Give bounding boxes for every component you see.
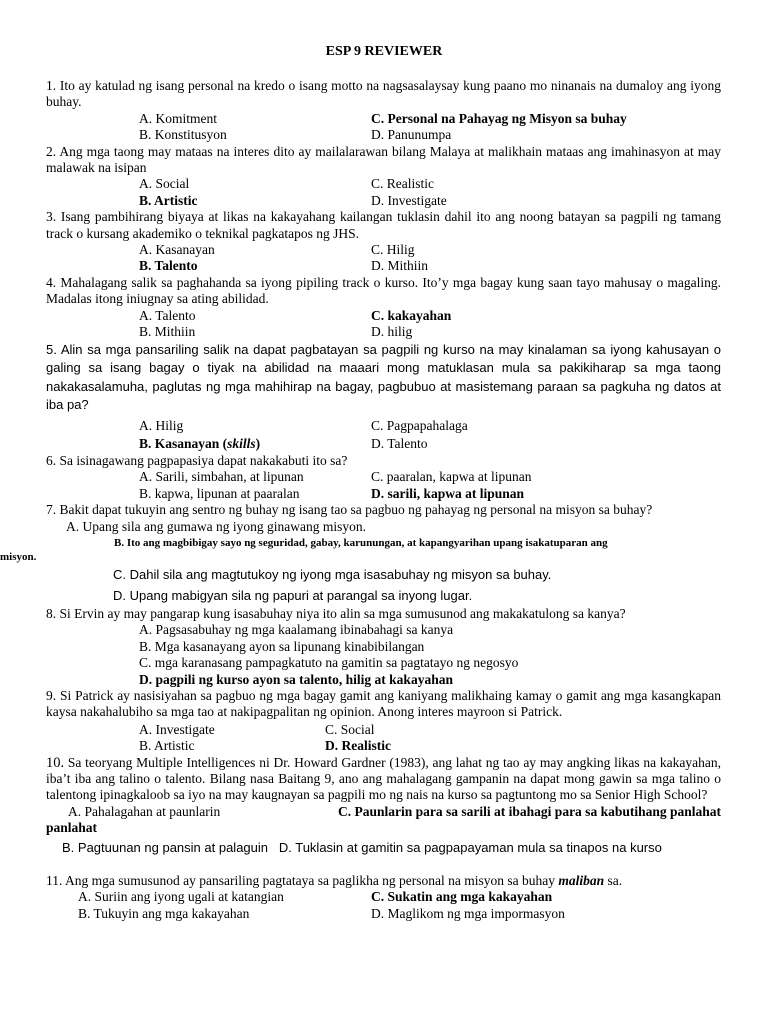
question-10 xyxy=(46,755,721,856)
question-text: 6. Sa isinagawang pagpapasiya dapat nakakabuti ito sa? xyxy=(46,452,348,468)
choices xyxy=(139,111,721,144)
question-text: 2. Ang mga taong may mataas na interes dito ay mailalarawan bilang Malaya at malikhain mataas ang imahinasyon at may malawak na isipan xyxy=(46,143,721,176)
choice-c: C. Realistic xyxy=(371,176,434,192)
choices xyxy=(139,417,721,453)
choice-c: C. kakayahan xyxy=(371,307,452,323)
choices xyxy=(139,308,721,341)
choice-b: B. kapwa, lipunan at paaralan xyxy=(139,485,300,501)
question-9 xyxy=(46,688,721,755)
choice-d: D. Investigate xyxy=(371,192,447,208)
question-11 xyxy=(46,873,721,922)
choice-b: B. Tukuyin ang mga kakayahan xyxy=(78,905,250,921)
choice-c: C. Pagpapahalaga xyxy=(371,417,468,433)
question-text: 3. Isang pambihirang biyaya at likas na kakayahang kailangan tuklasin dahil ito ang noong batayan sa pagpili ng tamang track o kursang akademiko o teknikal pagkatapos ng JHS. xyxy=(46,209,721,241)
question-end: sa. xyxy=(604,873,623,888)
page-title: ESP 9 REVIEWER xyxy=(325,44,443,59)
choices xyxy=(139,469,721,502)
choice-c: C. paaralan, kapwa at lipunan xyxy=(371,469,532,485)
choices xyxy=(139,622,721,688)
choice-b: B. Ito ang magbibigay sayo ng seguridad, gabay, karunungan, at kapangyarihan upang isakatuparan ang xyxy=(114,536,608,549)
choice-c: C. Sukatin ang mga kakayahan xyxy=(371,889,553,905)
question-5 xyxy=(46,341,721,453)
choices xyxy=(68,804,721,820)
question-number: 10. xyxy=(46,754,65,771)
choice-b: B. Pagtuunan ng pansin at palaguin xyxy=(62,839,269,855)
choice-b-continuation: misyon. xyxy=(0,550,37,563)
question-body: Sa teoryang Multiple Intelligences ni Dr. Howard Gardner (1983), ang lahat ng tao ay may angking likas na kakayahan, iba’t iba ang talino o talento. Bilang nasa Baitang 9, ano ang mahalagang gampanin na dapat mong gawin sa mga talino o talentong ipinagkaloob sa iyo na may kaugnayan sa pagpili mo ng nais na kurso sa pagtuntong mo sa Senior High School? xyxy=(46,754,721,803)
choice-d: D. Tuklasin at gamitin sa pagpapayaman mula sa tinapos na kurso xyxy=(278,839,662,855)
question-8 xyxy=(46,606,721,688)
choice-d: D. Realistic xyxy=(325,738,391,754)
reviewer-content xyxy=(0,78,721,922)
choice-b: B. Artistic xyxy=(139,192,198,208)
choice-a: A. Investigate xyxy=(139,721,215,737)
choices xyxy=(78,889,721,922)
choice-a: A. Kasanayan xyxy=(139,242,215,258)
choice-a: A. Pahalagahan at paunlarin xyxy=(68,803,221,819)
choice-d: D. Mithiin xyxy=(371,258,429,274)
question-text xyxy=(46,873,721,889)
choice-b-emphasis: skills xyxy=(227,435,256,451)
choice-a: A. Komitment xyxy=(139,110,217,126)
question-2 xyxy=(46,144,721,210)
choices xyxy=(139,722,721,755)
choice-a: A. Talento xyxy=(139,307,196,323)
choice-b: B. Talento xyxy=(139,258,198,274)
question-4 xyxy=(46,275,721,341)
question-1 xyxy=(46,78,721,144)
question-text: 8. Si Ervin ay may pangarap kung isasabuhay niya ito alin sa mga sumusunod ang makakatulong sa kanya? xyxy=(46,605,626,621)
question-3 xyxy=(46,209,721,275)
choice-d: D. Upang mabigyan sila ng papuri at parangal sa inyong lugar. xyxy=(113,587,473,603)
question-text: 9. Si Patrick ay nasisiyahan sa pagbuo ng mga bagay gamit ang kaniyang malikhaing kamay o gamit ang mga kasangkapan kaysa nakahalubiho sa mga tao at nakipagpalitan ng opinion. Anong interes mayroon si Patrick. xyxy=(46,687,721,720)
choice-b: B. Artistic xyxy=(139,738,195,754)
choice-a: A. Pagsasabuhay ng mga kaalamang ibinabahagi sa kanya xyxy=(139,622,454,638)
choice-c: C. Paunlarin para sa sarili at ibahagi para sa kabutihang panlahat xyxy=(338,803,721,819)
choice-b: B. Konstitusyon xyxy=(139,127,227,143)
choices-row-1 xyxy=(68,804,721,820)
choice-a: A. Social xyxy=(139,176,190,192)
choice-d: D. hilig xyxy=(371,324,413,340)
choice-b: B. Mga kasanayang ayon sa lipunang kinabibilangan xyxy=(139,638,425,654)
choice-a: A. Sarili, simbahan, at lipunan xyxy=(139,469,304,485)
choices xyxy=(139,176,721,209)
choice-c: C. Social xyxy=(325,721,375,737)
choice-b xyxy=(139,435,371,453)
question-text: 5. Alin sa mga pansariling salik na dapat pagbatayan sa pagpili ng kurso na may kinalaman sa iyong kahusayan o galing sa isang bagay o tiyak na abilidad na maaari mong matuklasan mula sa pakikiharap sa mga taong nakakasalamuha, paglutas ng mga mahihirap na bagay, pagbubuo at masistemang paraan sa pagkuha ng datos at iba pa? xyxy=(46,341,721,413)
question-text: 1. Ito ay katulad ng isang personal na kredo o isang motto na nagsasalaysay kung paano mo ninanais na dumaloy ang iyong buhay. xyxy=(46,78,721,110)
question-text: 7. Bakit dapat tukuyin ang sentro ng buhay ng isang tao sa pagbuo ng pahayag ng personal na misyon sa buhay? xyxy=(46,502,653,518)
choices xyxy=(139,242,721,275)
question-6 xyxy=(46,453,721,502)
choice-b: B. Mithiin xyxy=(139,324,196,340)
choice-c: C. Personal na Pahayag ng Misyon sa buhay xyxy=(371,110,627,126)
question-text xyxy=(46,755,721,804)
spacer xyxy=(46,856,721,873)
choices-row-2 xyxy=(62,840,721,856)
choice-d: D. pagpili ng kurso ayon sa talento, hilig at kakayahan xyxy=(139,671,453,687)
choice-c: C. Dahil sila ang magtutukoy ng iyong mga isasabuhay ng misyon sa buhay. xyxy=(113,566,552,582)
choice-d: D. sarili, kapwa at lipunan xyxy=(371,485,525,501)
choice-d: D. Talento xyxy=(371,435,428,451)
question-body: 11. Ang mga sumusunod ay pansariling pagtataya sa paglikha ng personal na misyon sa buhay xyxy=(46,873,559,888)
question-7 xyxy=(0,502,721,606)
choice-d: D. Maglikom ng mga impormasyon xyxy=(371,905,565,921)
choice-a: A. Upang sila ang gumawa ng iyong ginawang misyon. xyxy=(66,518,366,534)
choice-d: D. Panunumpa xyxy=(371,127,452,143)
question-emphasis: maliban xyxy=(558,873,605,888)
choice-b-label: B. Kasanayan ( xyxy=(139,435,228,451)
choice-b-close: ) xyxy=(255,435,261,451)
choice-c: C. Hilig xyxy=(371,242,415,258)
choice-c: C. mga karanasang pampagkatuto na gamitin sa pagtatayo ng negosyo xyxy=(139,655,519,671)
question-text: 4. Mahalagang salik sa paghahanda sa iyong pipiling track o kurso. Ito’y mga bagay kung saan tayo mahusay o magaling. Madalas itong iniugnay sa ating abilidad. xyxy=(46,274,721,307)
choice-c-continuation: panlahat xyxy=(46,820,98,836)
choice-a: A. Hilig xyxy=(139,417,184,433)
choice-a: A. Suriin ang iyong ugali at katangian xyxy=(78,889,284,905)
